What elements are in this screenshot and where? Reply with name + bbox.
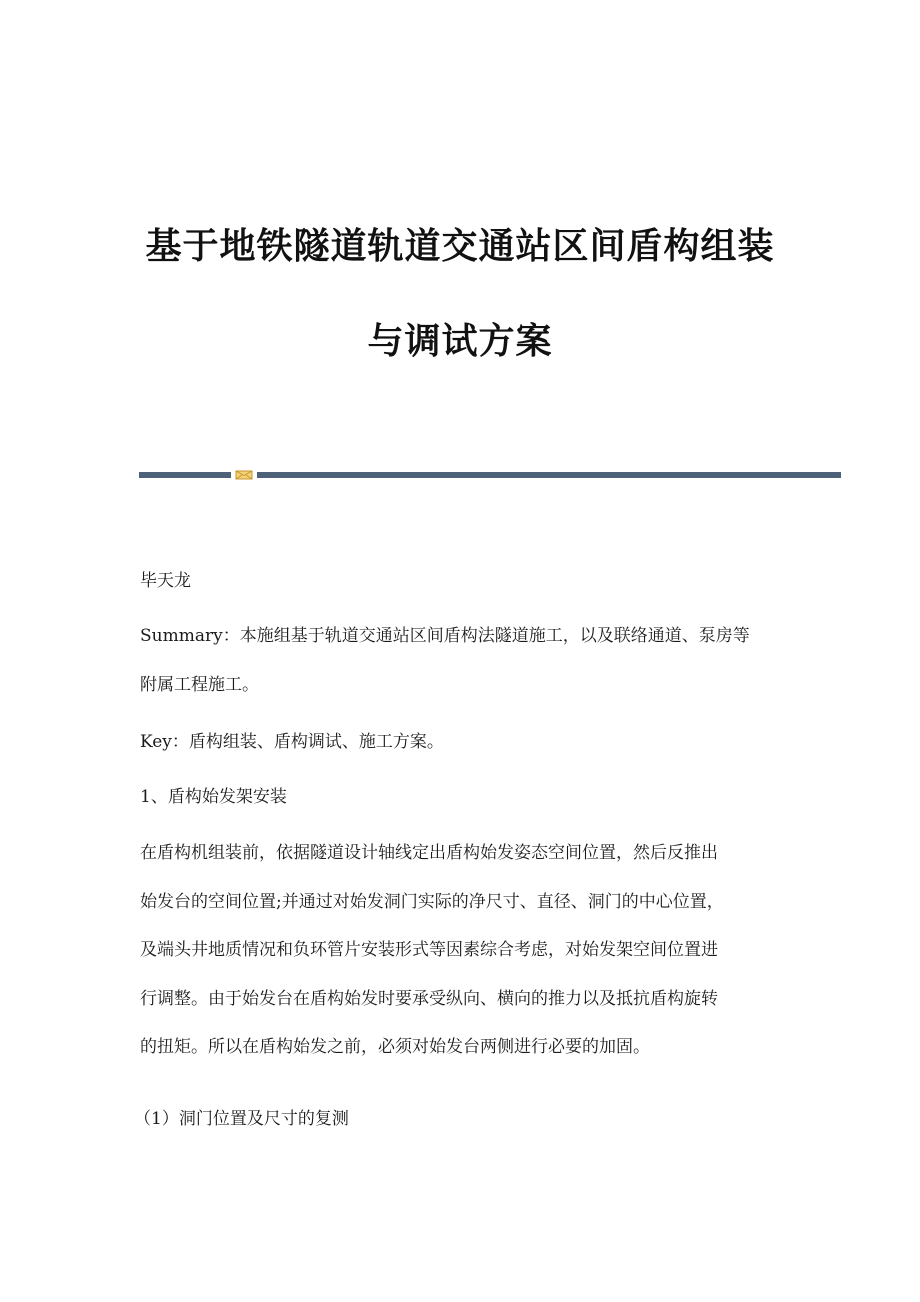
ornament-icon [235,470,253,480]
title-line-2: 与调试方案 [367,321,553,362]
divider-bar-right [257,472,841,478]
divider-bar-left [139,472,231,478]
section-heading: 1、盾构始发架安装 [140,787,287,807]
paragraph-line: 及端头井地质情况和负环管片安装形式等因素综合考虑，对始发架空间位置进 [140,940,718,960]
keywords: Key：盾构组装、盾构调试、施工方案。 [140,732,444,752]
paragraph-line: 始发台的空间位置;并通过对始发洞门实际的净尺寸、直径、洞门的中心位置， [140,891,724,912]
section-paragraph [140,829,780,1072]
summary-line-1: Summary：本施组基于轨道交通站区间盾构法隧道施工，以及联络通道、泵房等 [140,626,750,646]
paragraph-line: 在盾构机组装前，依据隧道设计轴线定出盾构始发姿态空间位置，然后反推出 [140,843,718,863]
author: 毕天龙 [140,571,191,591]
paragraph-line: 行调整。由于始发台在盾构始发时要承受纵向、横向的推力以及抵抗盾构旋转 [140,988,718,1009]
paragraph-line: 的扭矩。所以在盾构始发之前，必须对始发台两侧进行必要的加固。 [140,1037,650,1057]
subsection-heading: （1）洞门位置及尺寸的复测 [134,1109,349,1129]
title-divider [139,470,841,480]
summary-line-2: 附属工程施工。 [140,675,259,695]
title-line-1: 基于地铁隧道轨道交通站区间盾构组装 [145,226,775,267]
